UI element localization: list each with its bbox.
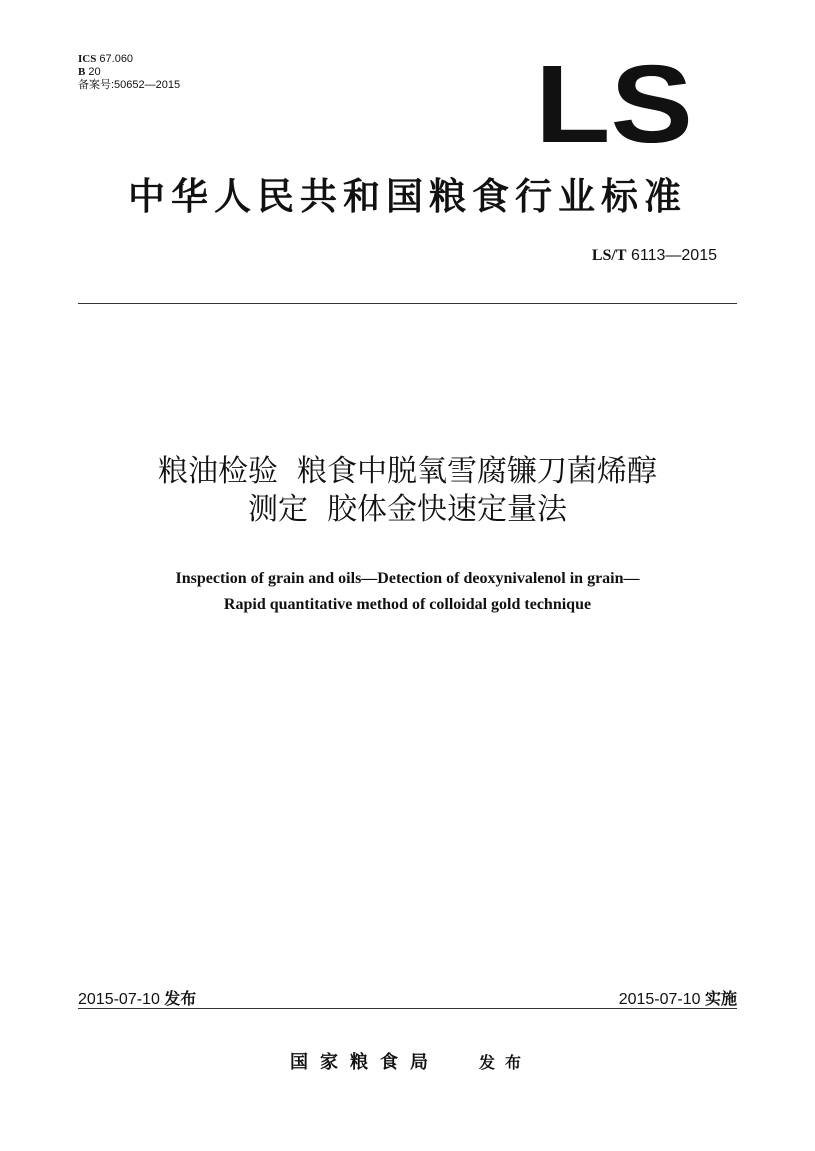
standard-prefix: LS/T <box>591 247 627 264</box>
title-en-line-2: Rapid quantitative method of colloidal gold technique <box>223 596 592 613</box>
issue-date-label: 发布 <box>164 989 197 1008</box>
issuer-name: 国家粮食局 <box>290 1052 440 1073</box>
header-divider <box>78 303 737 304</box>
implement-date-value: 2015-07-10 <box>618 991 701 1008</box>
ls-logo-text: LS <box>535 60 693 144</box>
implement-date <box>619 986 737 1009</box>
ics-line <box>78 53 180 66</box>
title-en-line-1: Inspection of grain and oils—Detection of deoxynivalenol in grain— <box>175 570 640 587</box>
title-cn-line-2: 测定 胶体金快速定量法 <box>247 492 568 527</box>
issuer-action: 发布 <box>479 1053 532 1072</box>
org-title: 中华人民共和国粮食行业标准 <box>128 175 687 218</box>
ics-label: ICS <box>78 53 97 65</box>
standard-code: 6113—2015 <box>631 247 717 264</box>
implement-date-label: 实施 <box>704 989 737 1008</box>
record-number: 备案号:50652—2015 <box>78 79 181 91</box>
class-label: B <box>78 66 86 78</box>
ls-logo <box>534 60 694 144</box>
issue-date <box>78 986 196 1009</box>
footer-divider <box>78 1008 737 1009</box>
classification-block <box>78 53 180 92</box>
issue-date-value: 2015-07-10 <box>78 991 160 1008</box>
class-code: 20 <box>88 66 101 78</box>
title-cn-line-1: 粮油检验 粮食中脱氧雪腐镰刀菌烯醇 <box>157 454 658 489</box>
ics-code: 67.060 <box>99 53 134 65</box>
class-line <box>78 66 180 79</box>
standard-number <box>592 247 717 265</box>
